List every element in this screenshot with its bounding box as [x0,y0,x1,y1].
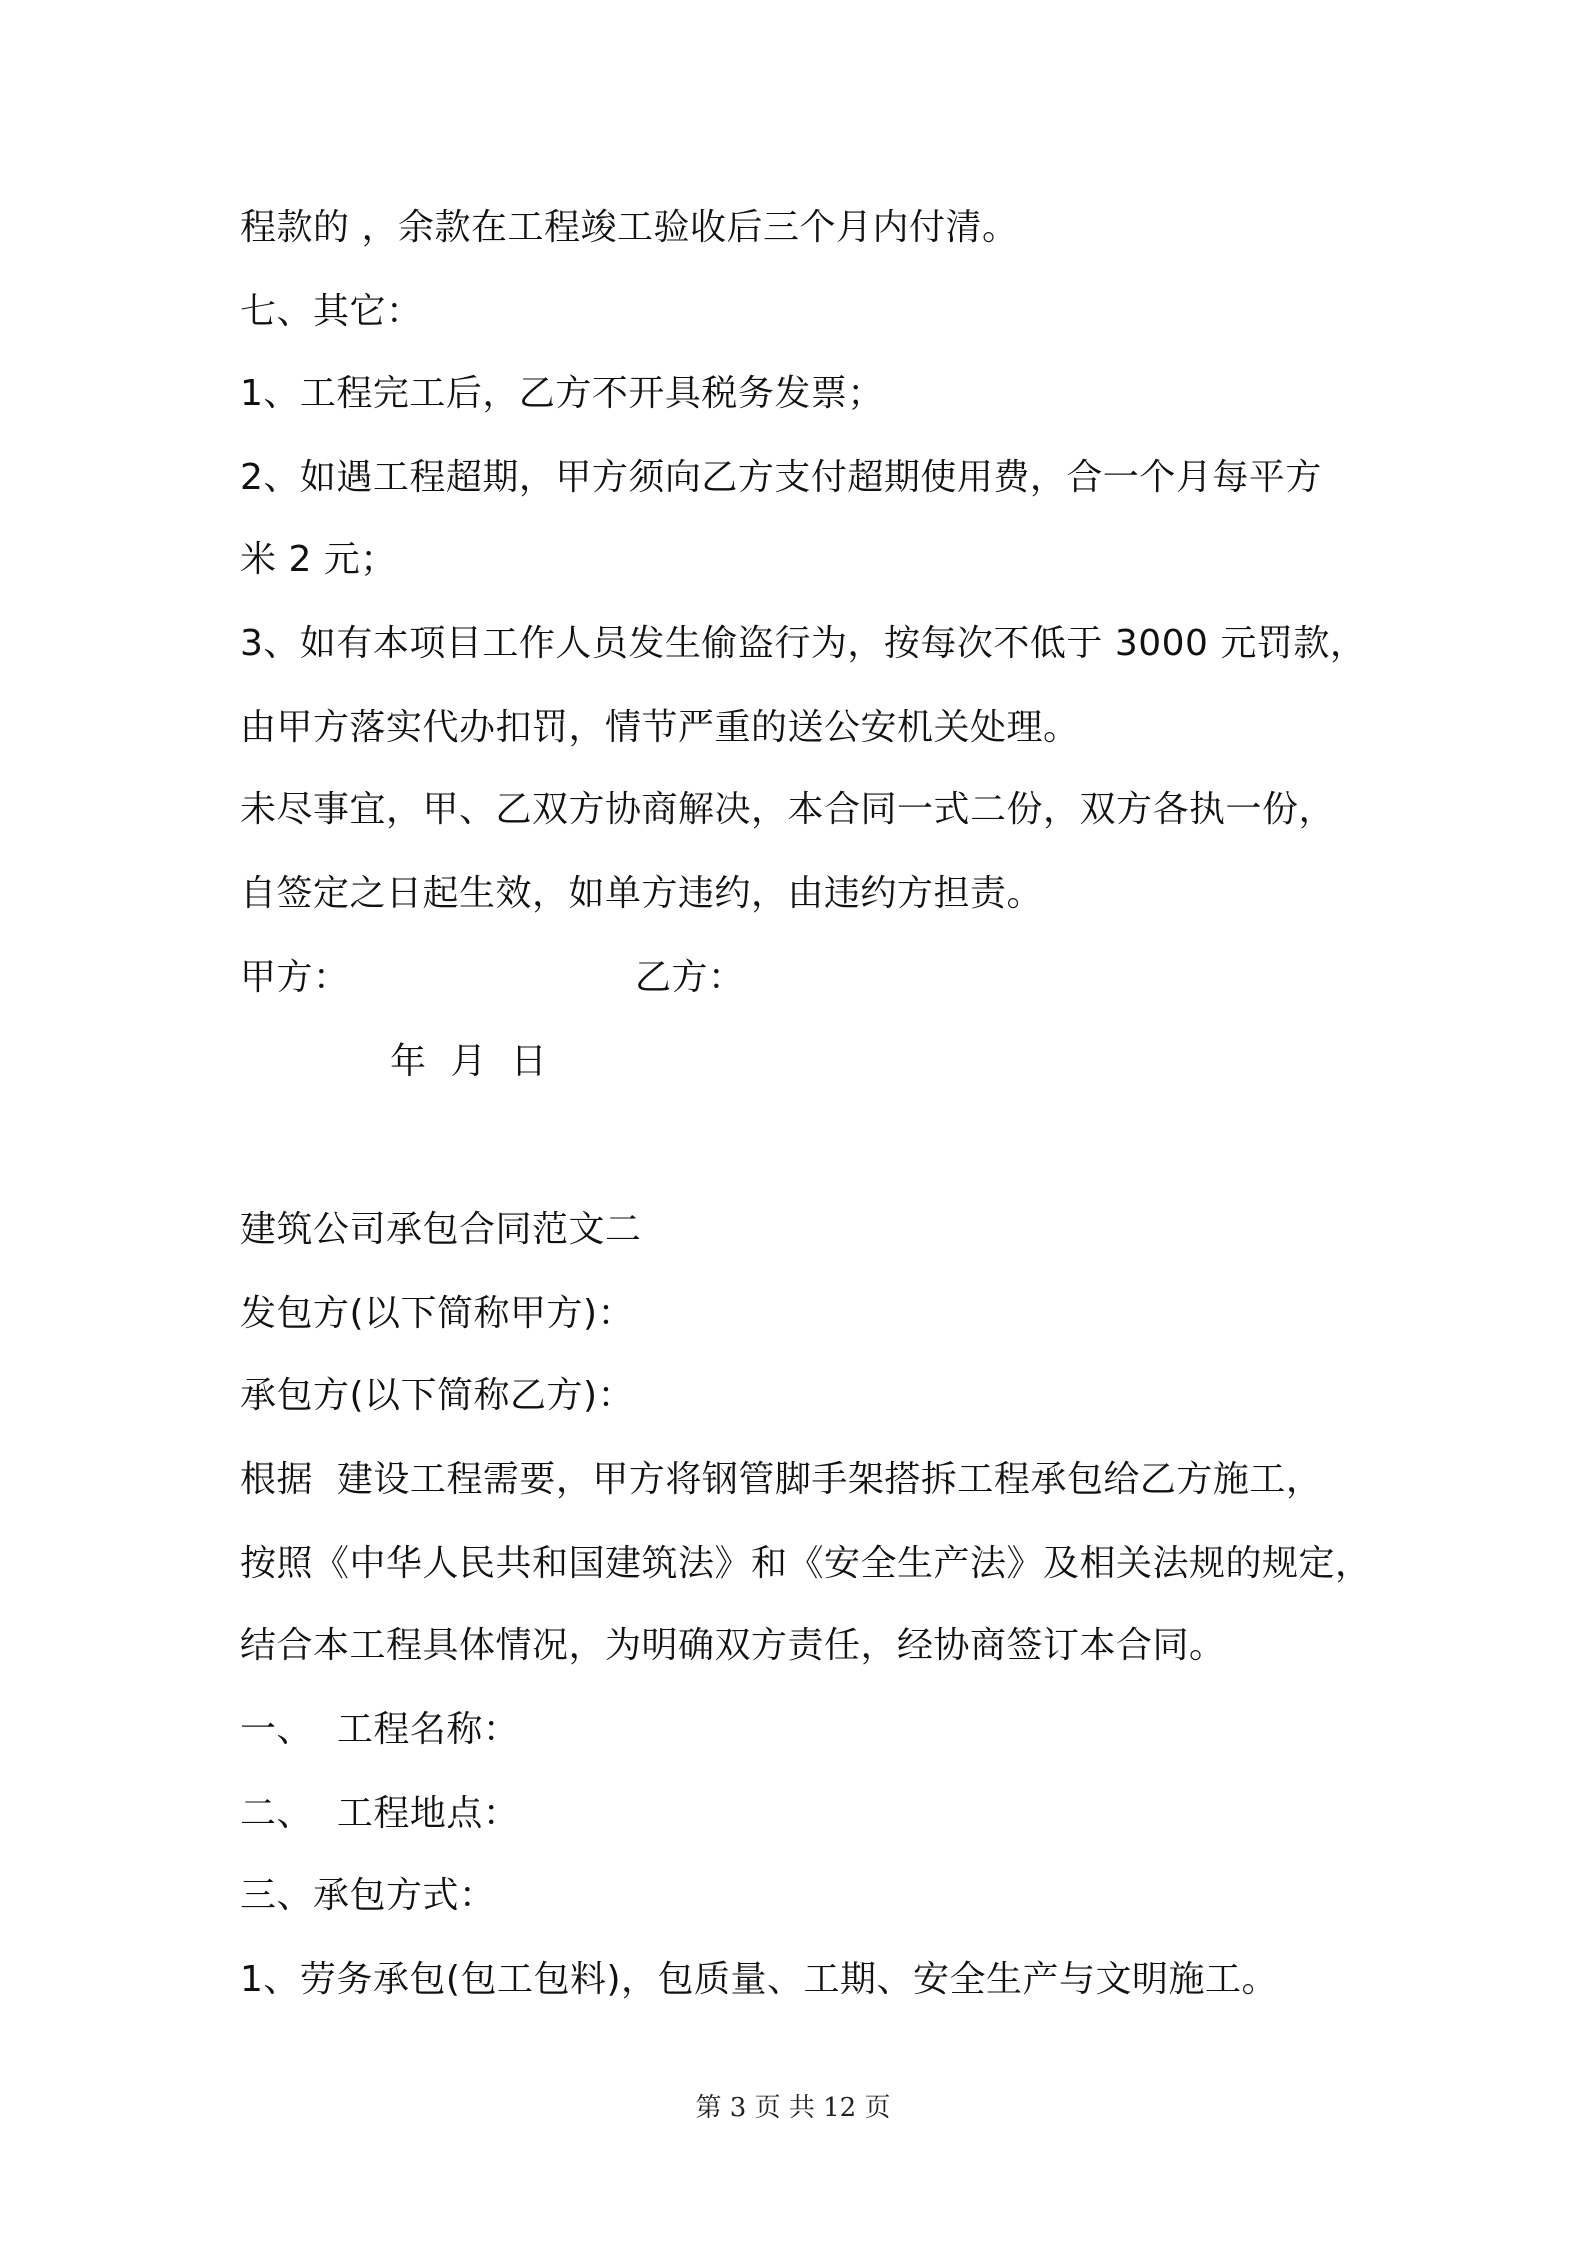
signature-party-b: 乙方： [635,957,745,998]
paragraph-line: 自签定之日起生效，如单方违约，由违约方担责。 [240,873,1044,914]
paragraph-line: 3、如有本项目工作人员发生偷盗行为，按每次不低于 3000 元罚款， [240,623,1367,664]
section-heading: 三、承包方式： [240,1875,496,1916]
paragraph-line: 承包方(以下简称乙方)： [240,1375,635,1416]
paragraph-line: 未尽事宜，甲、乙双方协商解决，本合同一式二份，双方各执一份， [240,789,1336,830]
paragraph-line: 发包方(以下简称甲方)： [240,1293,635,1334]
signature-date: 年 月 日 [390,1041,548,1082]
paragraph-line: 由甲方落实代办扣罚，情节严重的送公安机关处理。 [240,707,1080,748]
paragraph-line: 米 2 元； [240,539,397,580]
paragraph-line: 结合本工程具体情况，为明确双方责任，经协商签订本合同。 [240,1625,1226,1666]
section-heading: 二、 工程地点： [240,1793,520,1834]
page-number-footer: 第 3 页 共 12 页 [695,2093,891,2123]
paragraph-line: 程款的 ，余款在工程竣工验收后三个月内付清。 [240,207,1019,248]
paragraph-line: 1、工程完工后，乙方不开具税务发票； [240,373,884,414]
paragraph-line: 2、如遇工程超期，甲方须向乙方支付超期使用费，合一个月每平方 [240,457,1322,498]
signature-party-a: 甲方： [240,957,350,998]
paragraph-line: 根据 建设工程需要，甲方将钢管脚手架搭拆工程承包给乙方施工， [240,1459,1323,1500]
paragraph-line: 1、劳务承包(包工包料)，包质量、工期、安全生产与文明施工。 [240,1959,1278,2000]
section-title: 建筑公司承包合同范文二 [240,1209,642,1250]
section-heading: 一、 工程名称： [240,1709,520,1750]
paragraph-line: 按照《中华人民共和国建筑法》和《安全生产法》及相关法规的规定， [240,1543,1372,1584]
section-heading: 七、其它： [240,291,423,332]
